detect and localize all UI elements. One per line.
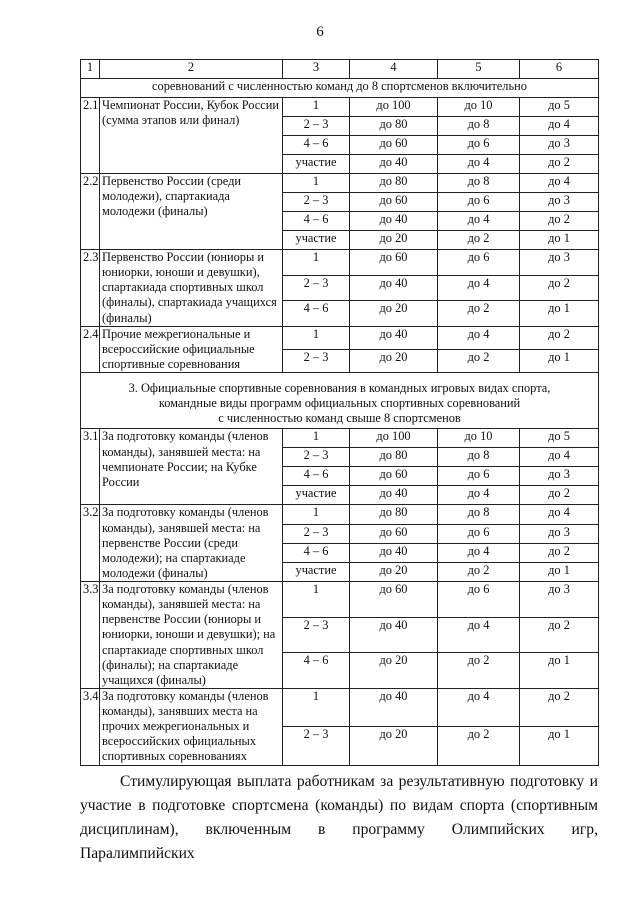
value-cell: до 4 (438, 155, 520, 174)
value-cell: до 5 (520, 98, 599, 117)
header-cell: 4 (350, 60, 438, 79)
section-title-row (81, 373, 599, 429)
value-cell: до 2 (520, 543, 599, 562)
value-cell: до 2 (438, 231, 520, 250)
item-description: За подготовку команды (членов команды), занявшей места: на чемпионате России; на Кубке России (100, 429, 283, 505)
value-cell: до 4 (438, 543, 520, 562)
value-cell: до 3 (520, 582, 599, 618)
item-description: Первенство России (юниоры и юниорки, юноши и девушки), спартакиада спортивных школ (финалы), спартакиада учащихся (финалы) (100, 250, 283, 327)
value-cell: до 20 (350, 727, 438, 765)
table-row (81, 582, 599, 618)
value-cell: до 3 (520, 467, 599, 486)
payment-table (80, 59, 599, 766)
value-cell: до 40 (350, 617, 438, 653)
section-title-line: с численностью команд свыше 8 спортсменов (218, 411, 461, 426)
place-cell: 1 (283, 429, 350, 448)
value-cell: до 2 (520, 155, 599, 174)
value-cell: до 4 (520, 448, 599, 467)
value-cell: до 4 (438, 486, 520, 505)
item-number: 3.2 (81, 505, 100, 582)
place-cell: участие (283, 486, 350, 505)
value-cell: до 10 (438, 429, 520, 448)
item-number: 2.4 (81, 326, 100, 372)
value-cell: до 8 (438, 117, 520, 136)
section-title-line: командные виды программ официальных спортивных соревнований (158, 396, 521, 411)
value-cell: до 3 (520, 136, 599, 155)
value-cell: до 2 (520, 688, 599, 726)
item-number: 3.4 (81, 688, 100, 765)
item-description: Чемпионат России, Кубок России (сумма этапов или финал) (100, 98, 283, 174)
header-cell: 2 (100, 60, 283, 79)
value-cell: до 2 (438, 349, 520, 372)
value-cell: до 60 (350, 250, 438, 276)
place-cell: 1 (283, 582, 350, 618)
value-cell: до 8 (438, 174, 520, 193)
table-row (81, 429, 599, 448)
table-row (81, 98, 599, 117)
place-cell: 2 – 3 (283, 193, 350, 212)
value-cell: до 40 (350, 486, 438, 505)
value-cell: до 6 (438, 250, 520, 276)
value-cell: до 5 (520, 429, 599, 448)
place-cell: 4 – 6 (283, 467, 350, 486)
value-cell: до 80 (350, 117, 438, 136)
value-cell: до 60 (350, 467, 438, 486)
value-cell: до 6 (438, 193, 520, 212)
value-cell: до 40 (350, 543, 438, 562)
value-cell: до 2 (520, 275, 599, 301)
value-cell: до 100 (350, 98, 438, 117)
value-cell: до 20 (350, 301, 438, 327)
value-cell: до 1 (520, 653, 599, 689)
value-cell: до 60 (350, 136, 438, 155)
section-title (81, 373, 599, 429)
value-cell: до 80 (350, 505, 438, 524)
header-cell: 5 (438, 60, 520, 79)
value-cell: до 4 (520, 505, 599, 524)
table-row (81, 326, 599, 349)
table-row (81, 505, 599, 524)
value-cell: до 3 (520, 250, 599, 276)
header-cell: 3 (283, 60, 350, 79)
table-row (81, 250, 599, 276)
value-cell: до 4 (438, 212, 520, 231)
value-cell: до 2 (520, 486, 599, 505)
place-cell: участие (283, 231, 350, 250)
value-cell: до 20 (350, 562, 438, 581)
body-paragraph: Стимулирующая выплата работникам за результативную подготовку и участие в подготовке спортсмена (команды) по видам спорта (спортивным дисциплинам), включенным в программу Олимпийских игр, Паралимпийских (80, 773, 598, 862)
header-row (81, 60, 599, 79)
item-description: За подготовку команды (членов команды), занявшей места: на первенстве России (юниоры и юниорки, юноши и девушки); на спартакиаде спортивных школ (финалы); на спартакиаде учащихся (финалы) (100, 582, 283, 689)
value-cell: до 4 (438, 275, 520, 301)
value-cell: до 8 (438, 505, 520, 524)
section-caption: соревнований с численностью команд до 8 спортсменов включительно (81, 79, 599, 98)
value-cell: до 40 (350, 326, 438, 349)
section-caption-row (81, 79, 599, 98)
value-cell: до 1 (520, 562, 599, 581)
value-cell: до 2 (520, 617, 599, 653)
place-cell: 4 – 6 (283, 212, 350, 231)
place-cell: 4 – 6 (283, 136, 350, 155)
value-cell: до 1 (520, 301, 599, 327)
value-cell: до 2 (438, 301, 520, 327)
value-cell: до 6 (438, 467, 520, 486)
place-cell: 1 (283, 174, 350, 193)
value-cell: до 6 (438, 582, 520, 618)
value-cell: до 2 (438, 653, 520, 689)
place-cell: 1 (283, 326, 350, 349)
value-cell: до 4 (438, 617, 520, 653)
value-cell: до 2 (438, 562, 520, 581)
value-cell: до 40 (350, 212, 438, 231)
item-number: 3.1 (81, 429, 100, 505)
value-cell: до 40 (350, 275, 438, 301)
place-cell: 4 – 6 (283, 301, 350, 327)
page-number: 6 (316, 24, 324, 40)
value-cell: до 80 (350, 174, 438, 193)
place-cell: 1 (283, 250, 350, 276)
value-cell: до 100 (350, 429, 438, 448)
value-cell: до 8 (438, 448, 520, 467)
value-cell: до 4 (520, 117, 599, 136)
value-cell: до 1 (520, 231, 599, 250)
place-cell: 2 – 3 (283, 117, 350, 136)
value-cell: до 2 (520, 326, 599, 349)
value-cell: до 4 (520, 174, 599, 193)
value-cell: до 60 (350, 582, 438, 618)
place-cell: участие (283, 155, 350, 174)
item-description: За подготовку команды (членов команды), занявших места на прочих межрегиональных и всероссийских официальных спортивных соревнованиях (100, 688, 283, 765)
value-cell: до 10 (438, 98, 520, 117)
header-cell: 1 (81, 60, 100, 79)
value-cell: до 20 (350, 349, 438, 372)
value-cell: до 6 (438, 524, 520, 543)
value-cell: до 4 (438, 688, 520, 726)
table-row (81, 688, 599, 726)
item-description: Первенство России (среди молодежи), спартакиада молодежи (финалы) (100, 174, 283, 250)
value-cell: до 20 (350, 653, 438, 689)
place-cell: 1 (283, 98, 350, 117)
place-cell: участие (283, 562, 350, 581)
place-cell: 2 – 3 (283, 524, 350, 543)
item-number: 2.2 (81, 174, 100, 250)
section-title-line: 3. Официальные спортивные соревнования в командных игровых видах спорта, (128, 381, 551, 395)
value-cell: до 80 (350, 448, 438, 467)
item-number: 2.1 (81, 98, 100, 174)
item-number: 2.3 (81, 250, 100, 327)
value-cell: до 60 (350, 524, 438, 543)
table-row (81, 174, 599, 193)
item-number: 3.3 (81, 582, 100, 689)
value-cell: до 2 (438, 727, 520, 765)
place-cell: 2 – 3 (283, 448, 350, 467)
item-description: Прочие межрегиональные и всероссийские официальные спортивные соревнования (100, 326, 283, 372)
value-cell: до 6 (438, 136, 520, 155)
value-cell: до 3 (520, 193, 599, 212)
value-cell: до 20 (350, 231, 438, 250)
place-cell: 4 – 6 (283, 543, 350, 562)
place-cell: 2 – 3 (283, 727, 350, 765)
value-cell: до 60 (350, 193, 438, 212)
place-cell: 2 – 3 (283, 617, 350, 653)
value-cell: до 2 (520, 212, 599, 231)
place-cell: 4 – 6 (283, 653, 350, 689)
value-cell: до 1 (520, 349, 599, 372)
place-cell: 2 – 3 (283, 275, 350, 301)
value-cell: до 1 (520, 727, 599, 765)
place-cell: 1 (283, 505, 350, 524)
value-cell: до 4 (438, 326, 520, 349)
value-cell: до 40 (350, 688, 438, 726)
place-cell: 2 – 3 (283, 349, 350, 372)
header-cell: 6 (520, 60, 599, 79)
value-cell: до 40 (350, 155, 438, 174)
item-description: За подготовку команды (членов команды), занявшей места: на первенстве России (среди молодежи); на спартакиаде молодежи (финалы) (100, 505, 283, 582)
place-cell: 1 (283, 688, 350, 726)
value-cell: до 3 (520, 524, 599, 543)
